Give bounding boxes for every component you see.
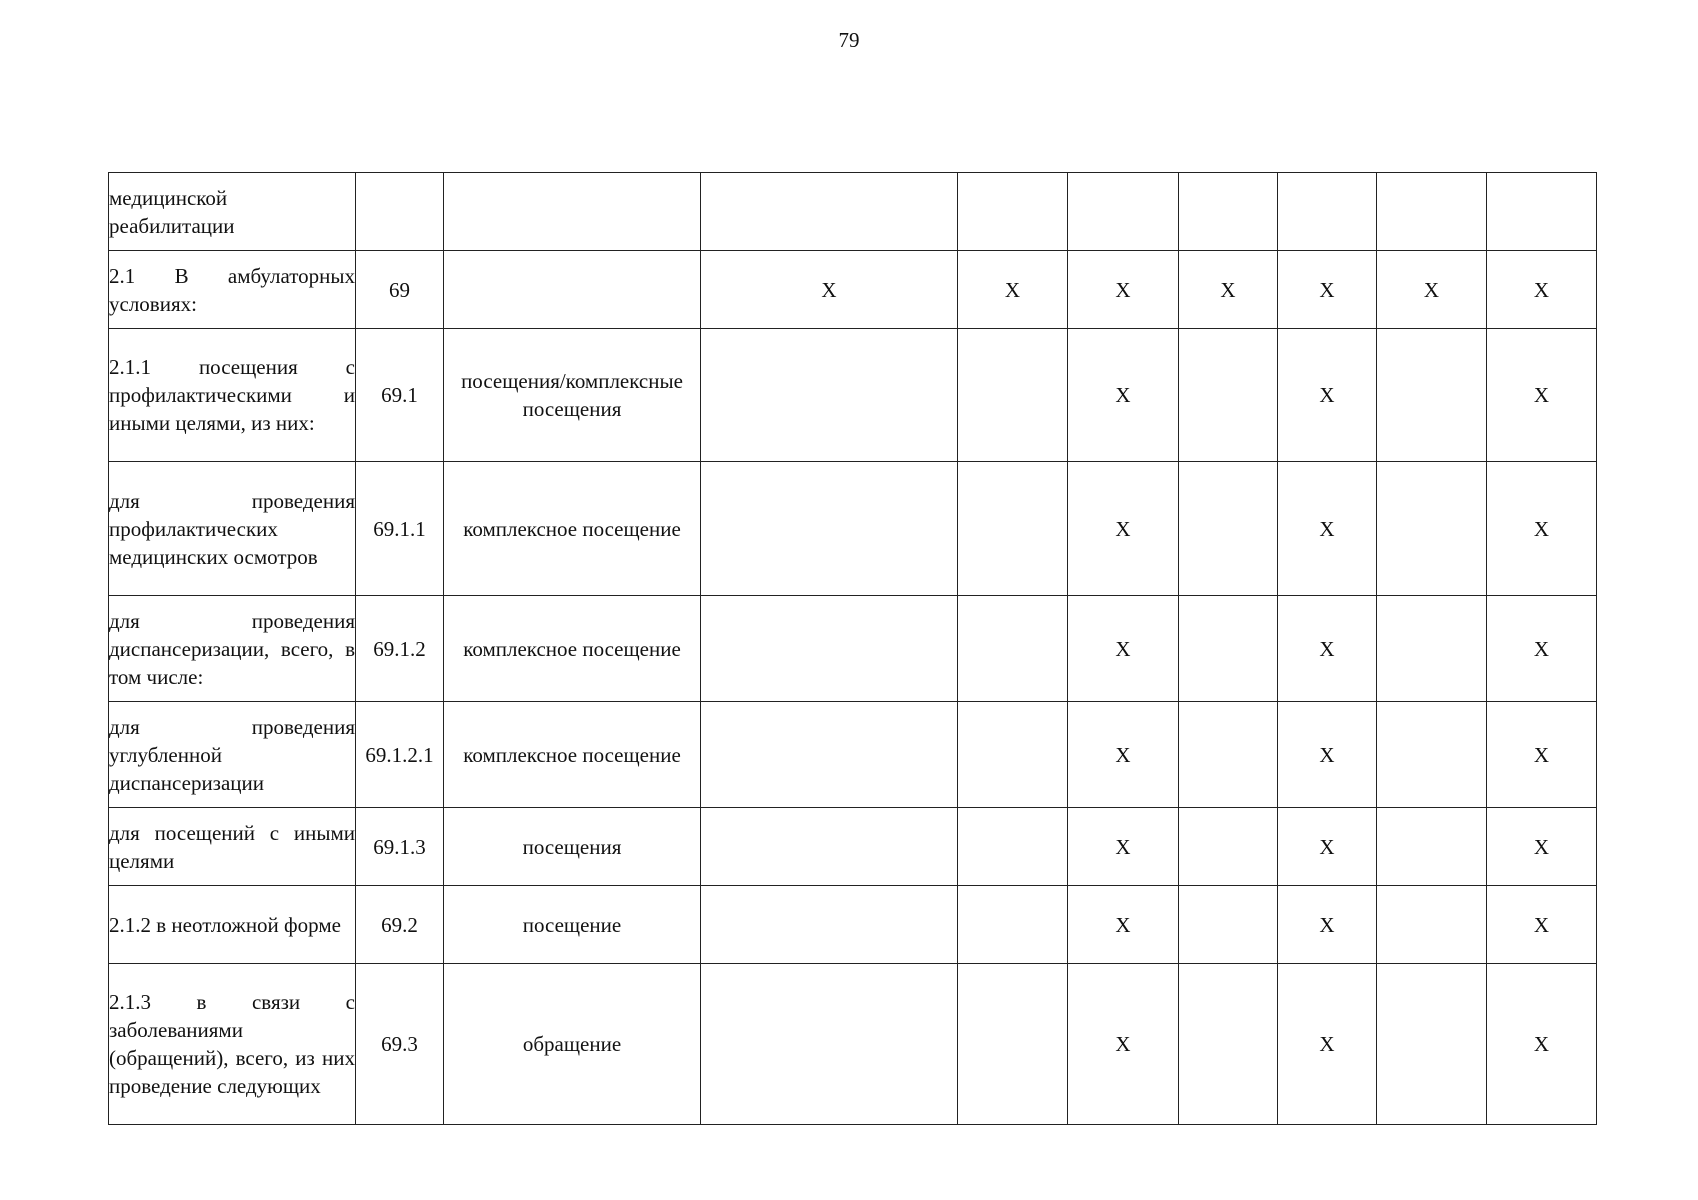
mark-cell [1278,173,1377,251]
mark-cell [1377,702,1487,808]
mark-cell [958,808,1068,886]
mark-cell [958,596,1068,702]
mark-cell: X [1487,462,1597,596]
row-name-cell: 2.1.2 в неотложной форме [109,886,356,964]
row-unit-cell: комплексное посещение [444,596,701,702]
row-code-cell: 69 [356,251,444,329]
row-code-cell: 69.1.2 [356,596,444,702]
row-code-cell: 69.1 [356,329,444,462]
row-code-cell: 69.2 [356,886,444,964]
mark-cell [1377,596,1487,702]
mark-cell [1487,173,1597,251]
row-unit-cell: посещения [444,808,701,886]
mark-cell [701,173,958,251]
mark-cell [1179,173,1278,251]
mark-cell: X [1068,964,1179,1125]
mark-cell: X [1278,808,1377,886]
mark-cell: X [1068,596,1179,702]
row-name-cell: медицинской реабилитации [109,173,356,251]
mark-cell [701,596,958,702]
mark-cell [958,173,1068,251]
mark-cell [1068,173,1179,251]
row-name-cell: для проведения углубленной диспансеризации [109,702,356,808]
mark-cell: X [1068,251,1179,329]
mark-cell: X [1278,329,1377,462]
row-name-cell: для проведения диспансеризации, всего, в том числе: [109,596,356,702]
mark-cell: X [1487,886,1597,964]
mark-cell [1179,596,1278,702]
table-row [109,808,1597,886]
mark-cell [1179,964,1278,1125]
row-unit-cell [444,251,701,329]
table-row [109,702,1597,808]
row-unit-cell: посещения/комплексные посещения [444,329,701,462]
mark-cell [1377,886,1487,964]
row-unit-cell: комплексное посещение [444,462,701,596]
mark-cell: X [1068,462,1179,596]
mark-cell: X [1068,808,1179,886]
mark-cell [701,329,958,462]
mark-cell [701,886,958,964]
page-number: 79 [838,28,860,52]
mark-cell: X [1487,251,1597,329]
mark-cell [701,964,958,1125]
mark-cell: X [1278,462,1377,596]
mark-cell: X [1487,596,1597,702]
table-row [109,964,1597,1125]
mark-cell: X [1487,702,1597,808]
mark-cell [1377,329,1487,462]
row-code-cell [356,173,444,251]
mark-cell [958,964,1068,1125]
mark-cell: X [1068,886,1179,964]
mark-cell: X [1068,329,1179,462]
table-row [109,462,1597,596]
mark-cell [1377,173,1487,251]
mark-cell: X [958,251,1068,329]
table-row [109,596,1597,702]
row-unit-cell: посещение [444,886,701,964]
mark-cell [1377,964,1487,1125]
mark-cell [1179,329,1278,462]
mark-cell [1179,702,1278,808]
mark-cell [958,702,1068,808]
mark-cell [958,886,1068,964]
row-code-cell: 69.1.1 [356,462,444,596]
row-name-cell: 2.1.3 в связи с заболеваниями (обращений), всего, из них проведение следующих [109,964,356,1125]
row-code-cell: 69.3 [356,964,444,1125]
row-name-cell: 2.1.1 посещения с профилактическими и иными целями, из них: [109,329,356,462]
mark-cell [701,702,958,808]
row-name-cell: для проведения профилактических медицинских осмотров [109,462,356,596]
mark-cell: X [1487,964,1597,1125]
mark-cell [1377,462,1487,596]
mark-cell [1377,808,1487,886]
mark-cell: X [1487,329,1597,462]
row-unit-cell: комплексное посещение [444,702,701,808]
mark-cell: X [1179,251,1278,329]
data-table [108,172,1597,1125]
mark-cell [701,808,958,886]
mark-cell: X [701,251,958,329]
mark-cell: X [1278,596,1377,702]
mark-cell: X [1068,702,1179,808]
mark-cell [958,462,1068,596]
mark-cell: X [1278,702,1377,808]
row-name-cell: 2.1 В амбулаторных условиях: [109,251,356,329]
row-unit-cell: обращение [444,964,701,1125]
table-row [109,886,1597,964]
mark-cell [1179,808,1278,886]
mark-cell: X [1377,251,1487,329]
table-row [109,173,1597,251]
mark-cell [1179,886,1278,964]
row-unit-cell [444,173,701,251]
mark-cell: X [1487,808,1597,886]
mark-cell: X [1278,964,1377,1125]
table-row [109,251,1597,329]
row-code-cell: 69.1.3 [356,808,444,886]
mark-cell: X [1278,886,1377,964]
row-code-cell: 69.1.2.1 [356,702,444,808]
row-name-cell: для посещений с иными целями [109,808,356,886]
table-row [109,329,1597,462]
mark-cell [958,329,1068,462]
mark-cell [1179,462,1278,596]
mark-cell [701,462,958,596]
mark-cell: X [1278,251,1377,329]
